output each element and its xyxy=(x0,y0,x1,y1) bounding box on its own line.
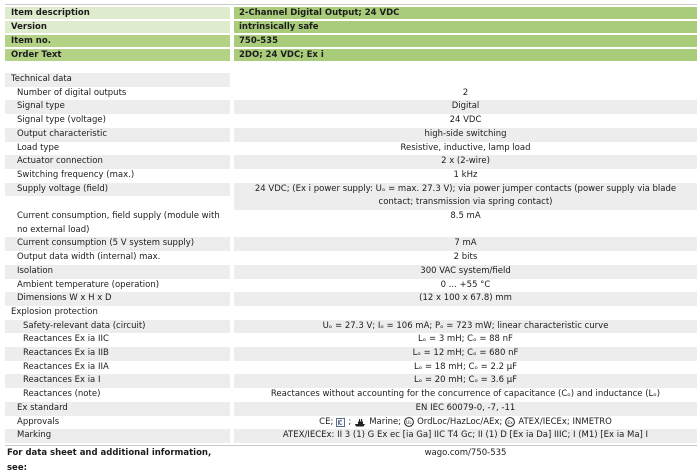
row-ex-standard xyxy=(5,402,697,416)
row-load-type xyxy=(5,142,697,156)
section-spacer xyxy=(5,63,697,73)
spec-label: Signal type xyxy=(5,100,230,114)
kc-mark-icon xyxy=(336,418,345,427)
wago-product-link[interactable]: wago.com/750-535 xyxy=(424,447,507,458)
spec-label: Approvals xyxy=(17,416,60,427)
item-no-label: Item no. xyxy=(5,35,230,47)
atex-iecex-label: ATEX/IECEx; INMETRO xyxy=(518,416,612,427)
version-label: Version xyxy=(5,21,230,33)
order-text-label: Order Text xyxy=(5,49,230,61)
spec-value: 8.5 mA xyxy=(450,211,481,222)
spec-label: Supply voltage (field) xyxy=(5,183,230,197)
technical-data-title: Technical data xyxy=(5,73,230,87)
row-reactances-ex-ia-iic xyxy=(5,333,697,347)
spec-value: Digital xyxy=(234,100,697,114)
spec-label: Output data width (internal) max. xyxy=(17,252,161,263)
spec-value: Resistive, inductive, lamp load xyxy=(400,142,531,153)
technical-data-table xyxy=(5,73,697,443)
footer-row xyxy=(5,445,697,476)
spec-value: Reactances without accounting for the concurrence of capacitance (Cₒ) and inductance (Lₒ) xyxy=(270,389,661,400)
row-switching-frequency xyxy=(5,169,697,183)
kc-separator: ; xyxy=(348,416,352,427)
spec-value: 1 kHz xyxy=(453,169,478,180)
row-output-data-width xyxy=(5,251,697,265)
footer-link-cell xyxy=(234,446,697,461)
spec-value: 2 x (2-wire) xyxy=(234,155,697,169)
row-current-consumption-5v xyxy=(5,237,697,251)
row-actuator-connection xyxy=(5,155,697,169)
marine-label: Marine; xyxy=(369,416,402,427)
spec-value: Lₒ = 3 mH; Cₒ = 88 nF xyxy=(418,334,513,345)
row-technical-data-header xyxy=(5,73,697,87)
row-current-consumption-field-supply xyxy=(5,210,697,237)
spec-value: Lₒ = 20 mH; Cₒ = 3.6 µF xyxy=(234,374,697,388)
spec-value: (12 x 100 x 67.8) mm xyxy=(234,292,697,306)
approvals-value xyxy=(234,416,697,430)
spec-value: Uₒ = 27.3 V; Iₒ = 106 mA; Pₒ = 723 mW; linear characteristic curve xyxy=(234,320,697,334)
spec-value: EN IEC 60079-0, -7, -11 xyxy=(234,402,697,416)
spec-label: Explosion protection xyxy=(11,306,98,317)
ordloc-hazloc-label: OrdLoc/HazLoc/AEx; xyxy=(417,416,503,427)
spec-label: Actuator connection xyxy=(5,155,230,169)
row-ambient-temperature xyxy=(5,279,697,293)
row-isolation xyxy=(5,265,697,279)
spec-label: Marking xyxy=(5,429,230,443)
spec-value: 0 ... +55 °C xyxy=(440,279,491,290)
row-order-text xyxy=(5,49,697,61)
row-dimensions xyxy=(5,292,697,306)
row-reactances-ex-ia-iia xyxy=(5,361,697,375)
spec-value: 24 VDC; (Ex i power supply: Uₒ = max. 27.3 V); via power jumper contacts (power supply via blade contact; transmission via spring contact) xyxy=(234,183,697,210)
spec-label: Isolation xyxy=(5,265,230,279)
row-item-no xyxy=(5,35,697,47)
spec-label: Current consumption, field supply (module with no external load) xyxy=(17,211,220,235)
spec-label: Dimensions W x H x D xyxy=(5,292,230,306)
svg-text:Ex: Ex xyxy=(507,421,513,427)
spec-value: Lₒ = 12 mH; Cₒ = 680 nF xyxy=(234,347,697,361)
table-top-border xyxy=(5,4,697,5)
spec-label: Safety-relevant data (circuit) xyxy=(5,320,230,334)
spec-label: Output characteristic xyxy=(5,128,230,142)
row-version xyxy=(5,21,697,33)
item-description-label: Item description xyxy=(5,7,230,19)
row-explosion-protection-header xyxy=(5,306,697,320)
spec-label: Reactances Ex ia I xyxy=(5,374,230,388)
row-reactances-note xyxy=(5,388,697,402)
row-safety-relevant-data xyxy=(5,320,697,334)
svg-text:UL: UL xyxy=(406,421,412,427)
spec-value: 24 VDC xyxy=(449,115,482,126)
row-supply-voltage-field xyxy=(5,183,697,210)
item-header-block xyxy=(5,7,697,61)
spec-label: Reactances Ex ia IIB xyxy=(5,347,230,361)
spec-value: 300 VAC system/field xyxy=(234,265,697,279)
footer-label: For data sheet and additional information, see: xyxy=(7,447,212,473)
row-reactances-ex-ia-iib xyxy=(5,347,697,361)
row-number-of-digital-outputs xyxy=(5,87,697,101)
ul-mark-icon xyxy=(404,417,414,427)
spec-label: Reactances Ex ia IIA xyxy=(23,361,109,372)
row-signal-type-voltage xyxy=(5,114,697,128)
row-output-characteristic xyxy=(5,128,697,142)
row-item-description xyxy=(5,7,697,19)
spec-label: Signal type (voltage) xyxy=(17,115,106,126)
row-approvals xyxy=(5,416,697,430)
spec-label: Current consumption (5 V system supply) xyxy=(5,237,230,251)
spec-value: ATEX/IECEx: II 3 (1) G Ex ec [ia Ga] IIC T4 Gc; II (1) D [Ex ia Da] IIIC; I (M1) [Ex ia Ma] I xyxy=(234,429,697,443)
ce-mark-label: CE; xyxy=(319,416,334,427)
order-text-value: 2DO; 24 VDC; Ex i xyxy=(234,49,697,61)
spec-value: 7 mA xyxy=(234,237,697,251)
spec-label: Number of digital outputs xyxy=(17,87,127,98)
spec-label: Reactances (note) xyxy=(23,389,101,400)
spec-value: high-side switching xyxy=(234,128,697,142)
spec-label: Load type xyxy=(17,142,60,153)
row-reactances-ex-ia-i xyxy=(5,374,697,388)
spec-value: 2 xyxy=(462,87,469,98)
marine-ship-icon xyxy=(354,418,366,427)
spec-label: Ex standard xyxy=(5,402,230,416)
item-description-value: 2-Channel Digital Output; 24 VDC xyxy=(234,7,697,19)
row-signal-type xyxy=(5,100,697,114)
item-no-value: 750-535 xyxy=(234,35,697,47)
spec-label: Reactances Ex ia IIC xyxy=(23,334,109,345)
spec-label: Switching frequency (max.) xyxy=(17,169,135,180)
atex-ex-icon xyxy=(505,417,515,427)
spec-value: Lₒ = 18 mH; Cₒ = 2.2 µF xyxy=(413,361,518,372)
row-marking xyxy=(5,429,697,443)
spec-value: 2 bits xyxy=(453,252,478,263)
version-value: intrinsically safe xyxy=(234,21,697,33)
spec-label: Ambient temperature (operation) xyxy=(17,279,160,290)
